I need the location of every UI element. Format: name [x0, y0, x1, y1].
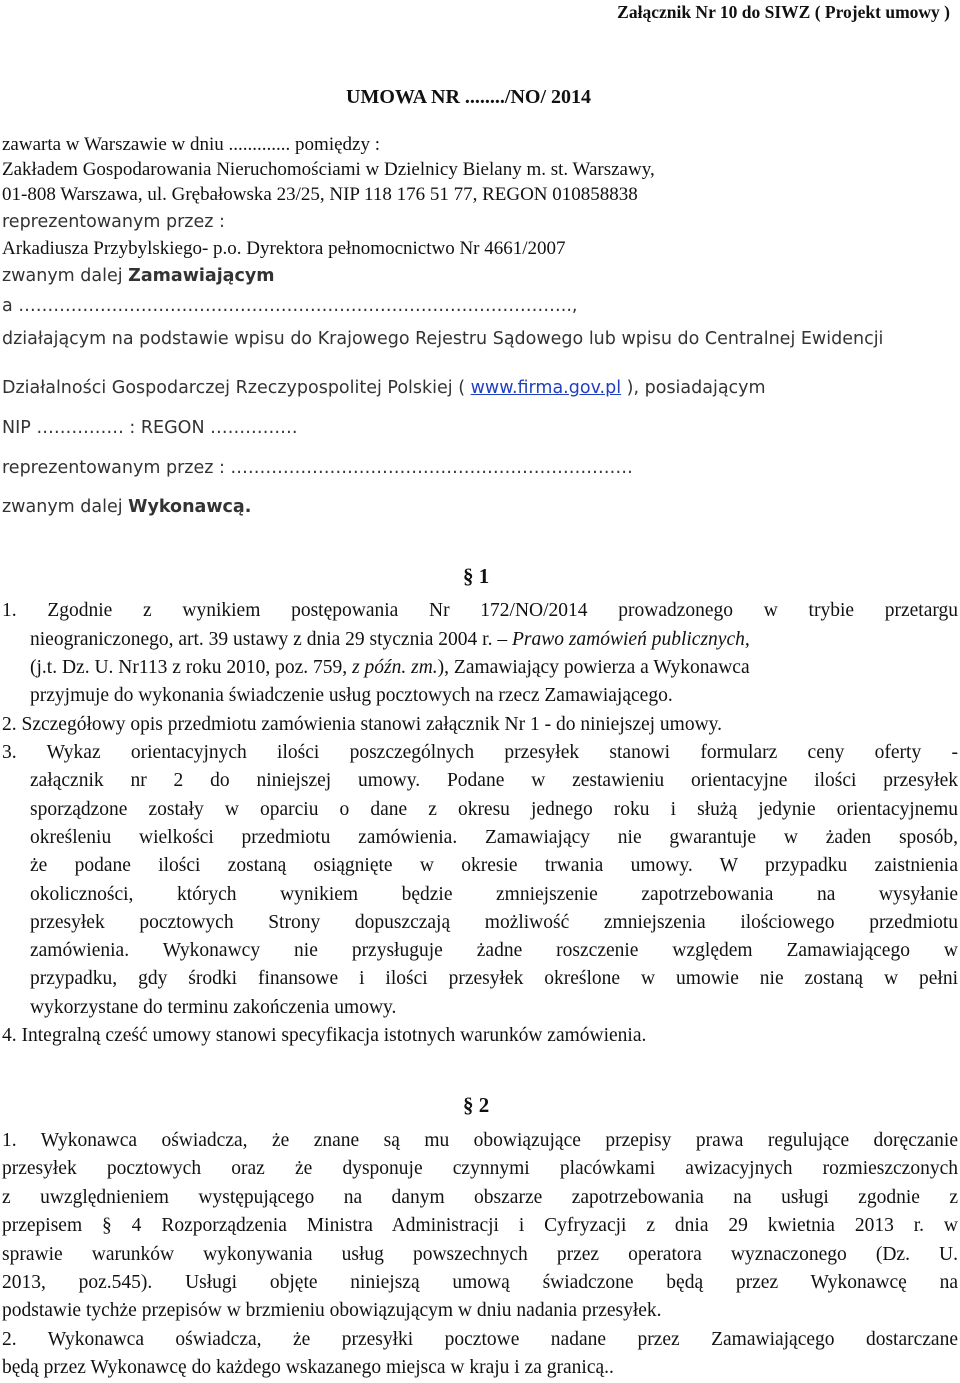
annex-header: Załącznik Nr 10 do SIWZ ( Projekt umowy ): [617, 2, 950, 22]
parties-line: [2, 266, 275, 286]
parties-line: zawarta w Warszawie w dniu ............. pomiędzy :: [2, 134, 381, 155]
section-1-line: że podane ilości zostaną osiągnięte w okresie trwania umowy. W przypadku zaistnienia: [30, 855, 958, 876]
section-1-line: przyjmuje do wykonania świadczenie usług pocztowych na rzecz Zamawiającego.: [30, 685, 673, 706]
parties-line: działającym na podstawie wpisu do Krajowego Rejestru Sądowego lub wpisu do Centralnej Ewidencji: [2, 329, 884, 349]
section-1-line: [30, 657, 750, 679]
section-1-line: 2. Szczegółowy opis przedmiotu zamówienia stanowi załącznik Nr 1 - do niniejszej umowy.: [2, 714, 723, 735]
section-2-heading: § 2: [463, 1093, 490, 1117]
section-2-line: z uwzględnieniem występującego na danym obszarze zapotrzebowania na usługi zgodnie z: [2, 1187, 958, 1208]
section-1-line: wykorzystane do terminu zakończenia umowy.: [30, 997, 397, 1018]
section-2-line: przesyłek pocztowych oraz że dysponuje czynnymi placówkami awizacyjnych rozmieszczonych: [2, 1158, 958, 1179]
section-1-line: sporządzone zostały w oparciu o dane z okresu jednego roku i służą jedynie orientacyjnemu: [30, 799, 958, 820]
section-1-line: załącznik nr 2 do niniejszej umowy. Podane w zestawieniu orientacyjne ilości przesyłek: [30, 770, 958, 791]
section-1-line: [30, 629, 750, 651]
section-1-text: ), Zamawiający powierza a Wykonawca: [437, 657, 750, 678]
document-title: UMOWA NR ......../NO/ 2014: [346, 86, 591, 108]
firma-gov-link[interactable]: www.firma.gov.pl: [470, 378, 622, 398]
parties-text: Działalności Gospodarczej Rzeczypospolitej Polskiej (: [2, 378, 471, 398]
section-2-line: będą przez Wykonawcę do każdego wskazanego miejsca w kraju i za granicą..: [2, 1357, 614, 1378]
section-1-line: określeniu wielkości przedmiotu zamówienia. Zamawiający nie gwarantuje w żaden sposób,: [30, 827, 958, 848]
law-title: – Prawo zamówień publicznych,: [497, 629, 750, 650]
section-1-line: 4. Integralną cześć umowy stanowi specyfikacja istotnych warunków zamówienia.: [2, 1025, 647, 1046]
parties-text: ), posiadającym: [621, 378, 766, 398]
section-1-heading: § 1: [463, 564, 490, 588]
party-name-ordering: Zamawiającym: [128, 266, 275, 286]
section-2-line: przepisem § 4 Rozporządzenia Ministra Administracji i Cyfryzacji z dnia 29 kwietnia 2013 r. w: [2, 1215, 958, 1236]
section-2-line: 2. Wykonawca oświadcza, że przesyłki pocztowe nadane przez Zamawiającego dostarczane: [2, 1329, 958, 1350]
parties-line: [2, 497, 251, 517]
section-2-line: sprawie warunków wykonywania usług powszechnych przez operatora wyznaczonego (Dz. U.: [2, 1244, 958, 1265]
section-1-text: nieograniczonego, art. 39 ustawy z dnia 29 stycznia 2004 r.: [30, 629, 498, 650]
section-1-line: okoliczności, których wynikiem będzie zmniejszenie zapotrzebowania na wysyłanie: [30, 884, 958, 905]
section-2-line: podstawie tychże przepisów w brzmieniu obowiązującym w dniu nadania przesyłek.: [2, 1300, 662, 1321]
parties-line: 01-808 Warszawa, ul. Grębałowska 23/25, NIP 118 176 51 77, REGON 010858838: [2, 184, 638, 205]
parties-line: [2, 378, 766, 398]
section-2-line: 1. Wykonawca oświadcza, że znane są mu obowiązujące przepisy prawa regulujące doręczanie: [2, 1130, 958, 1151]
party-name-contractor: Wykonawcą.: [128, 497, 252, 517]
section-1-line: 3. Wykaz orientacyjnych ilości poszczególnych przesyłek stanowi formularz ceny oferty -: [2, 742, 958, 763]
section-1-line: zamówienia. Wykonawcy nie przysługuje żadne roszczenie względem Zamawiającego w: [30, 940, 958, 961]
parties-line: reprezentowanym przez : ……………………………………………………………: [2, 458, 633, 478]
parties-line: Zakładem Gospodarowania Nieruchomościami w Dzielnicy Bielany m. st. Warszawy,: [2, 159, 655, 180]
parties-text: zwanym dalej: [2, 266, 129, 286]
section-1-italic: z późn. zm.: [352, 657, 438, 678]
section-1-line: przesyłek pocztowych Strony dopuszczają możliwość zmniejszenia ilościowego przedmiotu: [30, 912, 958, 933]
parties-line: Arkadiusza Przybylskiego- p.o. Dyrektora pełnomocnictwo Nr 4661/2007: [2, 238, 566, 259]
section-1-line: przypadku, gdy środki finansowe i ilości przesyłek określone w umowie nie zostaną w pełni: [30, 968, 958, 989]
section-1-line: 1. Zgodnie z wynikiem postępowania Nr 172/NO/2014 prowadzonego w trybie przetargu: [2, 600, 958, 621]
parties-line: NIP …………… : REGON ……………: [2, 418, 298, 438]
section-2-line: 2013, poz.545). Usługi objęte niniejszą umową świadczone będą przez Wykonawcę na: [2, 1272, 958, 1293]
section-1-text: (j.t. Dz. U. Nr113 z roku 2010, poz. 759,: [30, 657, 353, 678]
parties-line: a …………………………………………………………………………………..,: [2, 296, 578, 316]
parties-line: reprezentowanym przez :: [2, 212, 225, 232]
parties-text: zwanym dalej: [2, 497, 129, 517]
